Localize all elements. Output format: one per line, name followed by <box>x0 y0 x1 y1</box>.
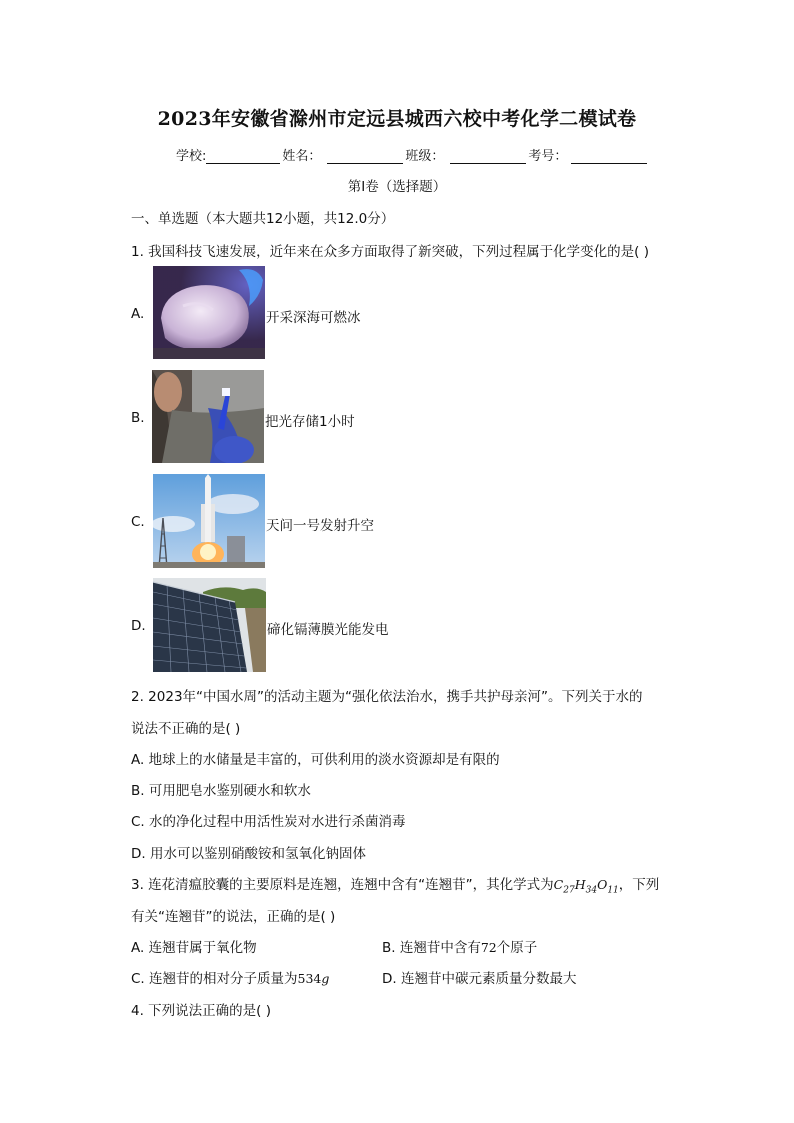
q1-option-c-text: 天问一号发射升空 <box>266 518 374 534</box>
q3-stem-part-b: ，下列 <box>618 877 660 893</box>
class-label: 班级： <box>405 149 445 164</box>
student-info-row <box>176 145 649 164</box>
q3-option-c: C. 连翘苷的相对分子质量为534g <box>131 971 330 987</box>
q3-option-b: B. 连翘苷中含有72个原子 <box>382 940 538 956</box>
q3-stem-line2: 有关“连翘苷”的说法，正确的是( ) <box>131 909 336 925</box>
exam-number-label: 考号： <box>528 149 568 164</box>
q4-stem: 4. 下列说法正确的是( ) <box>131 1003 271 1019</box>
q2-stem-line1: 2. 2023年“中国水周”的活动主题为“强化依法治水，携手共护母亲河”。下列关于水的 <box>131 689 643 705</box>
q2-option-b: B. 可用肥皂水鉴别硬水和软水 <box>131 783 311 799</box>
q1-option-b-letter: B. <box>131 410 145 426</box>
q3-stem-part-a: 3. 连花清瘟胶囊的主要原料是连翘，连翘中含有“连翘苷”，其化学式为 <box>131 877 554 893</box>
q1-option-b-text: 把光存储1小时 <box>265 414 355 430</box>
q1-stem: 1. 我国科技飞速发展，近年来在众多方面取得了新突破，下列过程属于化学变化的是( ) <box>131 244 649 260</box>
q2-stem-line2: 说法不正确的是( ) <box>131 721 241 737</box>
q1-option-d-text: 碲化镉薄膜光能发电 <box>267 622 389 638</box>
q3-formula: $C_{27}H_{34}O_{11}$ <box>553 877 619 896</box>
light-storage-crystal-photo <box>152 370 264 463</box>
q1-option-d-letter: D. <box>131 618 146 634</box>
solar-panel-photo <box>153 578 266 672</box>
q2-option-a: A. 地球上的水储量是丰富的，可供利用的淡水资源却是有限的 <box>131 752 500 768</box>
school-label: 学校: <box>176 149 207 164</box>
name-blank <box>327 149 403 164</box>
section-title: 第I卷（选择题） <box>347 179 447 195</box>
exam-title: 2023年安徽省滁州市定远县城西六校中考化学二模试卷 <box>157 108 637 130</box>
q3-option-a: A. 连翘苷属于氧化物 <box>131 940 257 956</box>
q3-stem-line1 <box>131 873 659 896</box>
school-blank <box>206 149 280 164</box>
part1-heading: 一、单选题（本大题共12小题，共12.0分） <box>131 211 395 227</box>
q2-option-c: C. 水的净化过程中用活性炭对水进行杀菌消毒 <box>131 814 406 830</box>
rocket-launch-photo <box>153 474 265 568</box>
q1-option-a-letter: A. <box>131 306 145 322</box>
class-blank <box>450 149 526 164</box>
exam-number-blank <box>571 149 647 164</box>
q2-option-d: D. 用水可以鉴别硝酸铵和氢氧化钠固体 <box>131 846 366 862</box>
q1-option-c-letter: C. <box>131 514 145 530</box>
flaming-ice-photo <box>153 266 265 359</box>
name-label: 姓名： <box>282 149 322 164</box>
q3-option-d: D. 连翘苷中碳元素质量分数最大 <box>382 971 577 987</box>
q1-option-a-text: 开采深海可燃冰 <box>266 310 361 326</box>
